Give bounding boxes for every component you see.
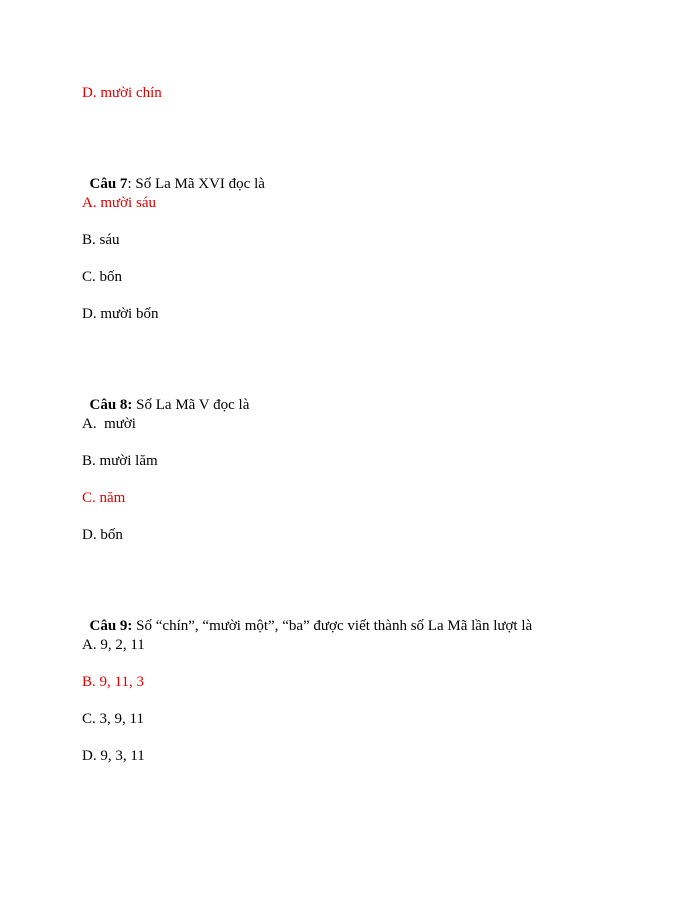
question-8-option-d: D. bốn: [82, 527, 123, 543]
question-8-label: Câu 8:: [89, 397, 133, 413]
question-8: [82, 378, 249, 414]
question-7-label-suffix: :: [127, 176, 132, 192]
question-7: [82, 157, 265, 193]
question-7-option-d: D. mười bốn: [82, 306, 159, 322]
question-8-option-c: C. năm: [82, 490, 126, 506]
question-8-option-a: A. mười: [82, 416, 136, 432]
question-7-option-c: C. bốn: [82, 269, 123, 285]
question-7-label: Câu 7: [89, 176, 128, 192]
prev-question-option-d: D. mười chín: [82, 85, 162, 101]
question-7-option-b: B. sáu: [82, 232, 120, 248]
question-9-option-a: A. 9, 2, 11: [82, 637, 145, 653]
question-9-option-d: D. 9, 3, 11: [82, 748, 145, 764]
question-9-option-c: C. 3, 9, 11: [82, 711, 144, 727]
question-8-option-b: B. mười lăm: [82, 453, 158, 469]
question-9-option-b: B. 9, 11, 3: [82, 674, 144, 690]
question-7-option-a: A. mười sáu: [82, 195, 156, 211]
question-9: [82, 599, 532, 635]
question-8-text: Số La Mã V đọc là: [132, 397, 250, 413]
question-9-label: Câu 9:: [89, 618, 133, 634]
question-9-text: Số “chín”, “mười một”, “ba” được viết thành số La Mã lần lượt là: [132, 618, 533, 634]
question-7-text: Số La Mã XVI đọc là: [131, 176, 265, 192]
